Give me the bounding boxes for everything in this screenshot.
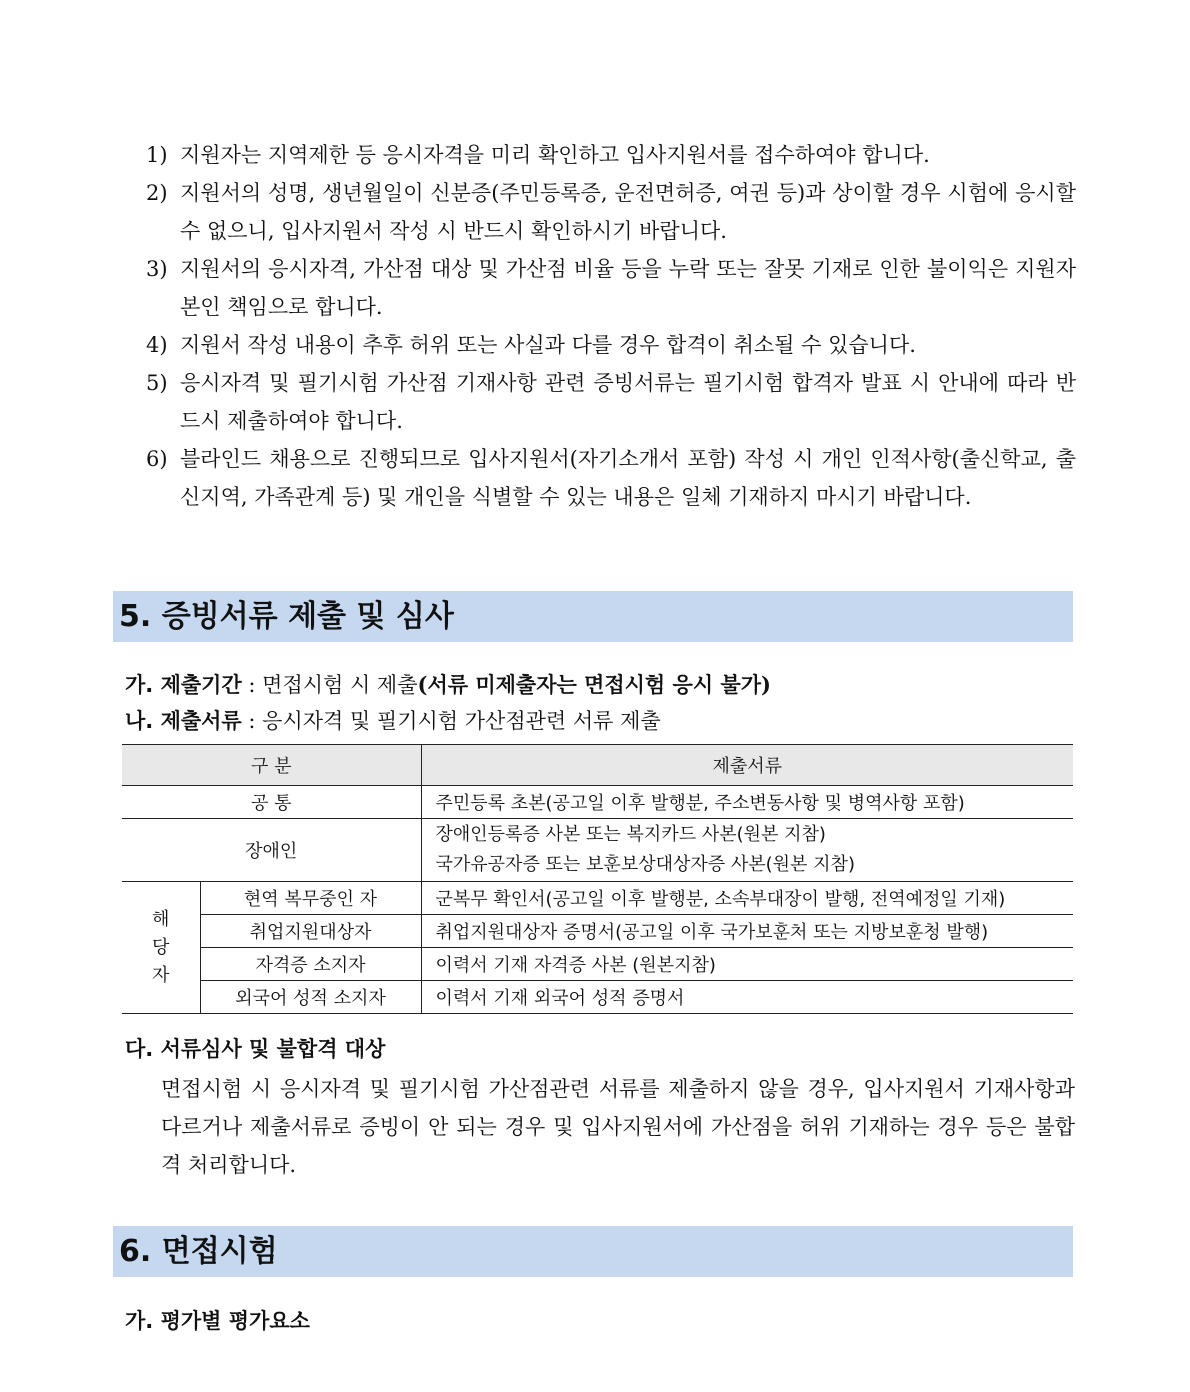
row-document: 이력서 기재 자격증 사본 (원본지참) xyxy=(421,948,1073,981)
notice-item: 4) 지원서 작성 내용이 추후 허위 또는 사실과 다를 경우 합격이 취소될 수 있습니다. xyxy=(146,333,916,357)
notice-item: 3) 지원서의 응시자격, 가산점 대상 및 가산점 비율 등을 누락 또는 잘못 기재로 인한 불이익은 지원자 본인 책임으로 합니다. xyxy=(146,257,1076,319)
table-row xyxy=(122,819,1073,882)
notice-item: 1) 지원자는 지역제한 등 응시자격을 미리 확인하고 입사지원서를 접수하여야 합니다. xyxy=(146,143,930,167)
row-document: 군복무 확인서(공고일 이후 발행분, 소속부대장이 발행, 전역예정일 기재) xyxy=(421,882,1073,915)
review-heading: 다. 서류심사 및 불합격 대상 xyxy=(125,1037,386,1061)
notice-item: 2) 지원서의 성명, 생년월일이 신분증(주민등록증, 운전면허증, 여권 등)과 상이할 경우 시험에 응시할 수 없으니, 입사지원서 작성 시 반드시 확인하시기 바랍니다. xyxy=(146,181,1076,243)
header-documents: 제출서류 xyxy=(421,745,1073,786)
row-label: 자격증 소지자 xyxy=(200,948,421,981)
table-row xyxy=(122,981,1073,1014)
row-document: 장애인등록증 사본 또는 복지카드 사본(원본 지참) 국가유공자증 또는 보훈보상대상자증 사본(원본 지참) xyxy=(421,819,1073,882)
row-label: 현역 복무중인 자 xyxy=(200,882,421,915)
table-row xyxy=(122,915,1073,948)
submission-documents: 나. 제출서류 : 응시자격 및 필기시험 가산점관련 서류 제출 xyxy=(125,709,661,733)
notice-item: 5) 응시자격 및 필기시험 가산점 기재사항 관련 증빙서류는 필기시험 합격자 발표 시 안내에 따라 반드시 제출하여야 합니다. xyxy=(146,371,1076,433)
row-label: 취업지원대상자 xyxy=(200,915,421,948)
notice-list xyxy=(146,136,1076,516)
documents-table xyxy=(122,744,1073,1014)
applicable-group-label: 해 당 자 xyxy=(122,882,200,1014)
section-5-title: 5. 증빙서류 제출 및 심사 xyxy=(113,591,1073,642)
row-label: 장애인 xyxy=(122,819,421,882)
row-label: 공 통 xyxy=(122,786,421,819)
table-row xyxy=(122,948,1073,981)
evaluation-heading: 가. 평가별 평가요소 xyxy=(125,1309,310,1333)
row-document: 취업지원대상자 증명서(공고일 이후 국가보훈처 또는 지방보훈청 발행) xyxy=(421,915,1073,948)
table-row xyxy=(122,882,1073,915)
section-6-title: 6. 면접시험 xyxy=(113,1226,1073,1277)
row-label: 외국어 성적 소지자 xyxy=(200,981,421,1014)
table-header-row xyxy=(122,745,1073,786)
row-document: 이력서 기재 외국어 성적 증명서 xyxy=(421,981,1073,1014)
notice-item: 6) 블라인드 채용으로 진행되므로 입사지원서(자기소개서 포함) 작성 시 개인 인적사항(출신학교, 출신지역, 가족관계 등) 및 개인을 식별할 수 있는 내용은 일체 기재하지 마시기 바랍니다. xyxy=(146,447,1076,509)
header-category: 구 분 xyxy=(122,745,421,786)
table-row xyxy=(122,786,1073,819)
submission-period: 가. 제출기간 : 면접시험 시 제출(서류 미제출자는 면접시험 응시 불가) xyxy=(125,672,771,697)
row-document: 주민등록 초본(공고일 이후 발행분, 주소변동사항 및 병역사항 포함) xyxy=(421,786,1073,819)
review-paragraph: 면접시험 시 응시자격 및 필기시험 가산점관련 서류를 제출하지 않을 경우, 입사지원서 기재사항과 다르거나 제출서류로 증빙이 안 되는 경우 및 입사지원서에 가산점을 허위 기재하는 경우 등은 불합격 처리합니다. xyxy=(161,1077,1075,1177)
